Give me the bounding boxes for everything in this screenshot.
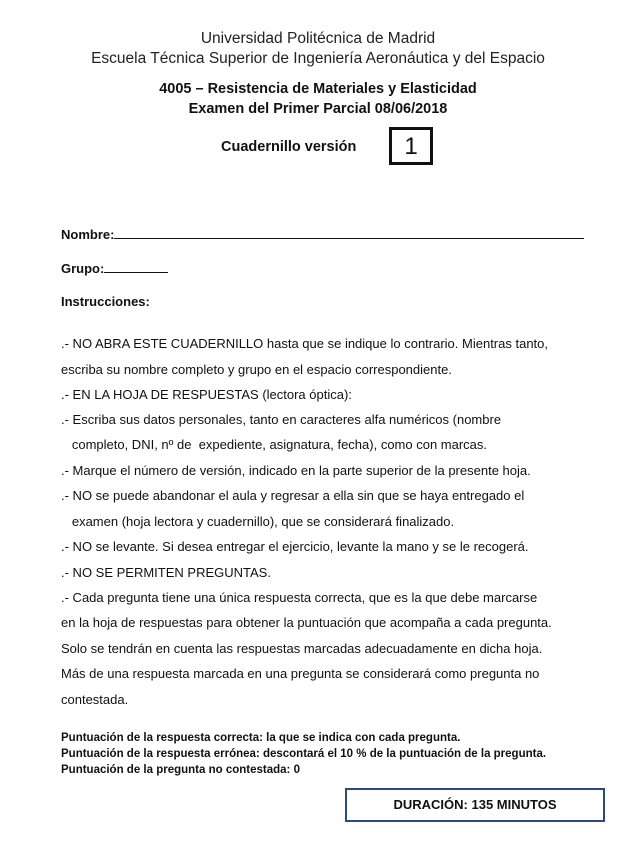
- instruction-line: examen (hoja lectora y cuadernillo), que se considerará finalizado.: [61, 514, 455, 529]
- university-name: Universidad Politécnica de Madrid: [200, 30, 436, 47]
- name-line: [114, 226, 584, 239]
- score-correct: Puntuación de la respuesta correcta: la que se indica con cada pregunta.: [61, 732, 461, 744]
- exam-title: Examen del Primer Parcial 08/06/2018: [188, 101, 448, 117]
- version-label: Cuadernillo versión: [221, 139, 357, 155]
- group-line: [104, 260, 168, 273]
- instruction-line: .- NO ABRA ESTE CUADERNILLO hasta que se indique lo contrario. Mientras tanto,: [61, 336, 548, 351]
- instruction-line: escriba su nombre completo y grupo en el espacio correspondiente.: [61, 362, 452, 377]
- score-wrong: Puntuación de la respuesta errónea: descontará el 10 % de la puntuación de la pregunta.: [61, 748, 547, 760]
- group-label: Grupo:: [61, 261, 105, 276]
- school-name: Escuela Técnica Superior de Ingeniería Aeronáutica y del Espacio: [91, 50, 545, 67]
- duration-box: DURACIÓN: 135 MINUTOS: [345, 788, 605, 822]
- instruction-line: .- EN LA HOJA DE RESPUESTAS (lectora óptica):: [61, 387, 352, 402]
- name-label: Nombre:: [61, 227, 115, 242]
- course-title: 4005 – Resistencia de Materiales y Elasticidad: [159, 81, 477, 97]
- instructions-heading: Instrucciones:: [61, 294, 150, 309]
- instruction-line: .- NO se levante. Si desea entregar el ejercicio, levante la mano y se le recogerá.: [61, 539, 529, 554]
- instruction-line: Solo se tendrán en cuenta las respuestas marcadas adecuadamente en dicha hoja.: [61, 641, 543, 656]
- instruction-line: completo, DNI, nº de expediente, asignatura, fecha), como con marcas.: [61, 437, 488, 452]
- score-unanswered: Puntuación de la pregunta no contestada: 0: [61, 764, 300, 776]
- name-field: [61, 226, 584, 242]
- instruction-line: .- Cada pregunta tiene una única respuesta correcta, que es la que debe marcarse: [61, 590, 538, 605]
- instruction-line: Más de una respuesta marcada en una pregunta se considerará como pregunta no: [61, 666, 540, 681]
- instruction-line: en la hoja de respuestas para obtener la puntuación que acompaña a cada pregunta.: [61, 615, 552, 630]
- instruction-line: .- Escriba sus datos personales, tanto en caracteres alfa numéricos (nombre: [61, 412, 502, 427]
- instruction-line: contestada.: [61, 692, 129, 707]
- group-field: [61, 260, 168, 276]
- instruction-line: .- NO se puede abandonar el aula y regresar a ella sin que se haya entregado el: [61, 488, 525, 503]
- instruction-line: .- Marque el número de versión, indicado en la parte superior de la presente hoja.: [61, 463, 531, 478]
- version-number-box: 1: [389, 127, 433, 165]
- instruction-line: .- NO SE PERMITEN PREGUNTAS.: [61, 565, 271, 580]
